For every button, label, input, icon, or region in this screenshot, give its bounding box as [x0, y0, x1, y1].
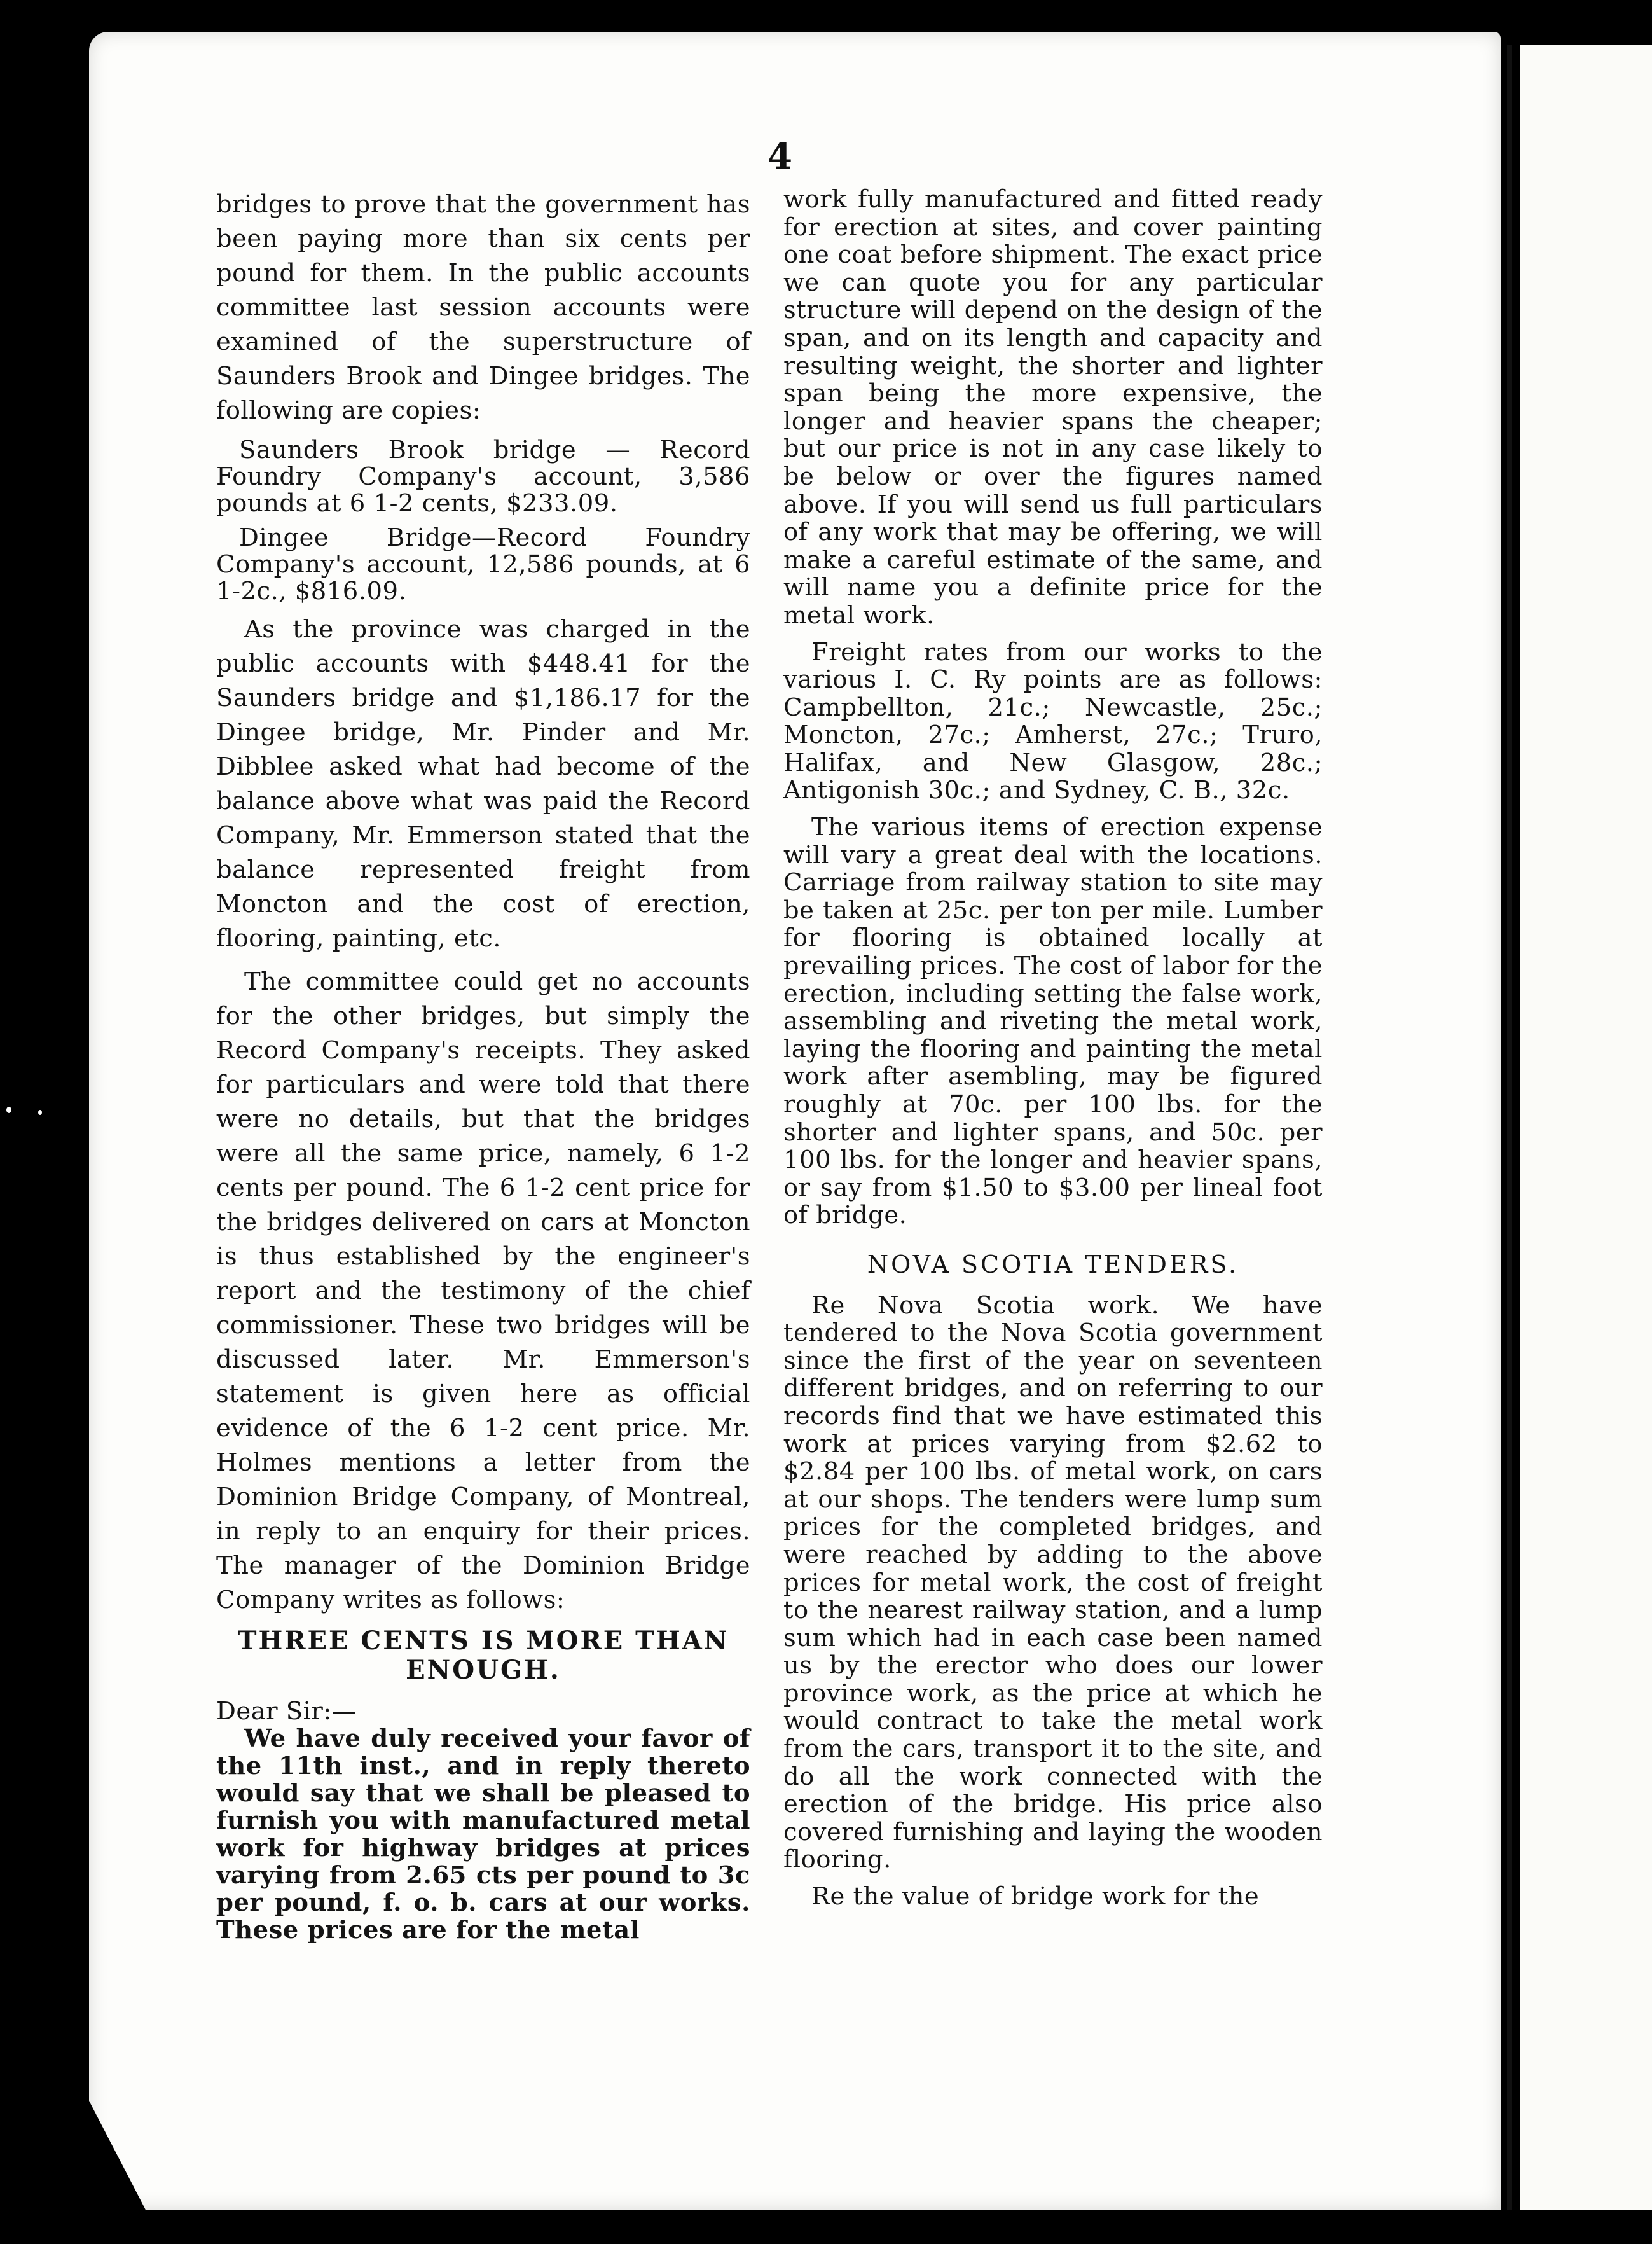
page-gutter — [1507, 45, 1512, 2210]
freight-rates-paragraph: Freight rates from our works to the various I. C. Ry points are as follows: Campbellton, 21c.; Newcastle, 25c.; Moncton, 27c.; Amherst, 27c.; Truro, Halifax, and New Glasgow, 28c.; Antigonish 30c.; and Sydney, C. B., 32c. — [783, 637, 1323, 805]
account-quote-dingee: Dingee Bridge—Record Foundry Company's account, 12,586 pounds, at 6 1-2c., $816.09. — [216, 523, 750, 606]
section-subheading: NOVA SCOTIA TENDERS. — [867, 1250, 1239, 1278]
account-quote-saunders: Saunders Brook bridge — Record Foundry Company's account, 3,586 pounds at 6 1-2 cents, $233.09. — [216, 436, 750, 518]
adjacent-page-edge — [1520, 45, 1652, 2210]
paragraph: The committee could get no accounts for the other bridges, but simply the Record Company's receipts. They asked for particulars and were told that there were no details, but that the bridges were all the same price, namely, 6 1-2 cents per pound. The 6 1-2 cent price for the bridges delivered on cars at Moncton is thus established by the engineer's report and the testimony of the chief commissioner. These two bridges will be discussed later. Mr. Emmerson's statement is given here as official evidence of the 6 1-2 cent price. Mr. Holmes mentions a letter from the Dominion Bridge Company, of Montreal, in reply to an enquiry for their prices. The manager of the Dominion Bridge Company writes as follows: — [216, 967, 750, 1614]
section-heading: THREE CENTS IS MORE THAN ENOUGH. — [237, 1626, 729, 1685]
paragraph: Re the value of bridge work for the — [811, 1882, 1260, 1911]
erection-paragraph: The various items of erection expense will vary a great deal with the locations. Carriage from railway station to site may be taken at 25c. per ton per mile. Lumber for flooring is obtained locally at prevailing prices. The cost of labor for the erection, including setting the false work, assembling and riveting the metal work, laying the flooring and painting the metal work after asembling, may be figured roughly at 70c. per 100 lbs. for the shorter and lighter spans, and 50c. per 100 lbs. for the longer and heavier spans, or say from $1.50 to $3.00 per lineal foot of bridge. — [783, 813, 1323, 1230]
scan-speck — [6, 1107, 11, 1113]
left-column — [216, 188, 750, 1944]
paragraph: Re Nova Scotia work. We have tendered to the Nova Scotia government since the first of the year on seventeen different bridges, and on referring to our records find that we have estimated this work at prices varying from $2.62 to $2.84 per 100 lbs. of metal work, on cars at our shops. The tenders were lump sum prices for the completed bridges, and were reached by adding to the above prices for metal work, the cost of freight to the nearest railway station, and a lump sum which had in each case been named us by the erector who does our lower province work, as the price at which he would contract to take the metal work from the cars, transport it to the site, and do all the work connected with the erection of the bridge. His price also covered furnishing and laying the wooden flooring. — [783, 1291, 1323, 1874]
letter-paragraph: We have duly received your favor of the 11th inst., and in reply thereto would say that we shall be pleased to furnish you with manufactured metal work for highway bridges at prices varying from 2.65 cts per pound to 3c per pound, f. o. b. cars at our works. These prices are for the metal — [216, 1724, 750, 1944]
scan-speck — [38, 1110, 42, 1115]
paragraph: As the province was charged in the public accounts with $448.41 for the Saunders bridge and $1,186.17 for the Dingee bridge, Mr. Pinder and Mr. Dibblee asked what had become of the balance above what was paid the Record Company, Mr. Emmerson stated that the balance represented freight from Moncton and the cost of erection, flooring, painting, etc. — [216, 615, 750, 953]
right-column — [783, 186, 1323, 1920]
letter — [216, 1698, 750, 1944]
page-number: 4 — [767, 135, 792, 177]
letter-continuation: work fully manufactured and fitted ready for erection at sites, and cover painting one coat before shipment. The exact price we can quote you for any particular structure will depend on the design of the span, and on its length and capacity and resulting weight, the shorter and lighter span being the more expensive, the longer and heavier spans the cheaper; but our price is not in any case likely to be below or over the figures named above. If you will send us full particulars of any work that may be offering, we will make a careful estimate of the same, and will name you a definite price for the metal work. — [783, 185, 1323, 630]
paragraph: bridges to prove that the government has been paying more than six cents per pound for them. In the public accounts committee last session accounts were examined of the superstructure of Saunders Brook and Dingee bridges. The following are copies: — [216, 190, 750, 425]
letter-salutation: Dear Sir:— — [216, 1697, 357, 1726]
